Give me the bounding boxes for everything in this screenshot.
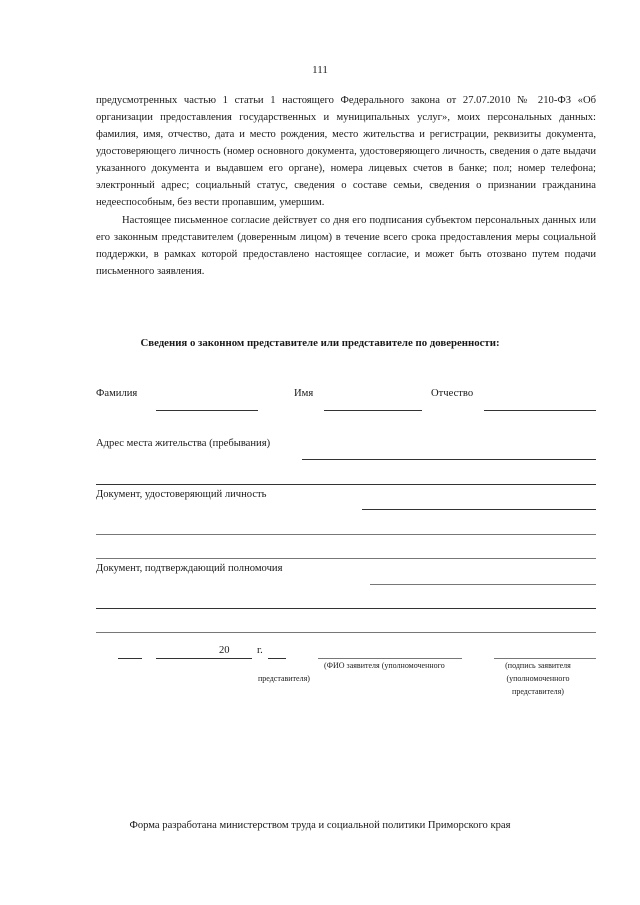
authority-document-label: Документ, подтверждающий полномочия: [96, 563, 283, 574]
date-year-prefix: 20: [219, 645, 230, 656]
authority-document-field-line-2[interactable]: [96, 608, 596, 609]
name-field[interactable]: [324, 410, 422, 411]
address-label: Адрес места жительства (пребывания): [96, 438, 271, 449]
fio-caption-line-1: (ФИО заявителя (уполномоченного: [324, 661, 445, 670]
signature-caption-line-1: (подпись заявителя: [505, 661, 571, 670]
fio-caption-line-2: представителя): [258, 674, 310, 683]
date-year-field[interactable]: [236, 658, 252, 659]
patronymic-label: Отчество: [431, 388, 474, 399]
fio-signature-field[interactable]: [318, 658, 462, 659]
section-heading: Сведения о законном представителе или представителе по доверенности:: [140, 337, 500, 349]
signature-field[interactable]: [494, 658, 596, 659]
address-field-line-1[interactable]: [302, 459, 596, 460]
id-document-field-line-1[interactable]: [362, 509, 596, 510]
id-document-field-line-3[interactable]: [96, 558, 596, 559]
page-number: 111: [312, 64, 328, 76]
form-footer: Форма разработана министерством труда и социальной политики Приморского края: [129, 820, 511, 831]
date-month-field[interactable]: [156, 658, 236, 659]
id-document-label: Документ, удостоверяющий личность: [96, 489, 267, 500]
patronymic-field[interactable]: [484, 410, 596, 411]
authority-document-field-line-3[interactable]: [96, 632, 596, 633]
id-document-field-line-2[interactable]: [96, 534, 596, 535]
consent-paragraph-validity: Настоящее письменное согласие действует со дня его подписания субъектом персональных данных или его законным представителем (доверенным лицом) в течение всего срока предоставления меры социальной поддержки, в рамках которой предоставлено настоящее согласие, и может быть отозвано путем подачи письменного заявления.: [96, 215, 596, 277]
surname-field[interactable]: [156, 410, 258, 411]
name-label: Имя: [294, 388, 314, 399]
address-field-line-2[interactable]: [96, 484, 596, 485]
signature-caption-line-2: (уполномоченного: [506, 674, 570, 683]
surname-label: Фамилия: [96, 388, 138, 399]
authority-document-field-line-1[interactable]: [370, 584, 596, 585]
consent-paragraph-personal-data: предусмотренных частью 1 статьи 1 настоящего Федерального закона от 27.07.2010 № 210-ФЗ «Об организации предоставления государственных и муниципальных услуг», моих персональных данных: фамилия, имя, отчество, дата и место рождения, место жительства и регистрации, реквизиты документа, удостоверяющего личность (номер основного документа, удостоверяющего личность, сведения о дате выдачи указанного документа и выдавшем его органе), номера лицевых счетов в банке; пол; номер телефона; электронный адрес; социальный статус, сведения о составе семьи, сведения о признании гражданина недееспособным, без вести пропавшим, умершим.: [96, 95, 596, 208]
date-year-suffix-line: [268, 658, 286, 659]
signature-caption-line-3: представителя): [512, 687, 564, 696]
date-day-field[interactable]: [118, 658, 142, 659]
date-year-suffix: г.: [257, 645, 263, 656]
